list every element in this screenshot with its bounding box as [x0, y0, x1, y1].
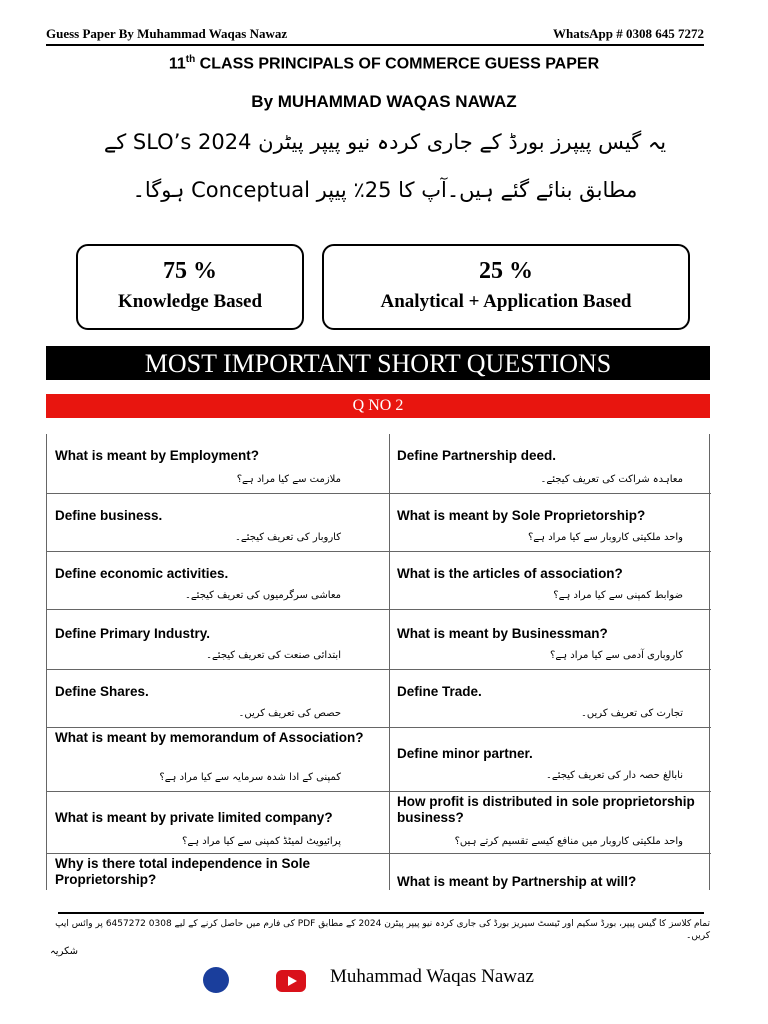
question-cell	[47, 670, 389, 727]
questions-table	[46, 434, 710, 890]
question-urdu: حصص کی تعریف کریں۔	[238, 708, 341, 719]
table-row	[47, 494, 711, 552]
question-english: Define minor partner.	[397, 746, 533, 761]
question-urdu: معاشی سرگرمیوں کی تعریف کیجئے۔	[184, 590, 341, 601]
question-english: Define Shares.	[55, 684, 149, 699]
question-english: Define economic activities.	[55, 566, 229, 581]
question-english: What is meant by Employment?	[55, 448, 260, 463]
question-cell	[389, 854, 731, 890]
question-urdu: تجارت کی تعریف کریں۔	[581, 708, 683, 719]
urdu-intro-line-1: یہ گیس پیپرز بورڈ کے جاری کردہ نیو پیپر پیٹرن 2024 SLO’s کے	[103, 130, 667, 154]
question-urdu: واحد ملکیتی کاروبار میں منافع کیسے تقسیم کرتے ہیں؟	[454, 836, 683, 847]
question-cell	[389, 610, 731, 669]
question-english: Define business.	[55, 508, 163, 523]
question-cell	[47, 434, 389, 493]
page-header	[46, 24, 704, 44]
question-urdu: ابتدائی صنعت کی تعریف کیجئے۔	[206, 650, 341, 661]
table-row	[47, 792, 711, 854]
question-urdu: کاروبار کی تعریف کیجئے۔	[235, 532, 341, 543]
table-row	[47, 610, 711, 670]
question-cell	[47, 494, 389, 551]
question-cell	[389, 552, 731, 609]
question-cell	[389, 728, 731, 791]
footer-thanks: شکریہ	[49, 946, 78, 957]
table-row	[47, 670, 711, 728]
knowledge-label: Knowledge Based	[117, 291, 263, 312]
header-author: Guess Paper By Muhammad Waqas Nawaz	[46, 26, 288, 41]
table-row	[47, 728, 711, 792]
paper-byline: By MUHAMMAD WAQAS NAWAZ	[251, 92, 517, 111]
question-cell	[47, 552, 389, 609]
header-whatsapp: WhatsApp # 0308 645 7272	[553, 26, 704, 41]
question-urdu: نابالغ حصہ دار کی تعریف کیجئے۔	[545, 770, 683, 781]
question-urdu: ضوابط کمپنی سے کیا مراد ہے؟	[553, 590, 683, 601]
facebook-icon	[203, 967, 229, 993]
question-english: Define Primary Industry.	[55, 626, 211, 641]
question-english: What is meant by memorandum of Association?	[55, 730, 364, 745]
title-ordinal-suffix: th	[185, 54, 196, 65]
footer-note: تمام کلاسز کا گیس پیپر، بورڈ سکیم اور ٹیسٹ سیریز بورڈ کی جاری کردہ نیو پیپر پیٹرن 2024 کے مطابق PDF کی فارم میں حاصل کرنے کے لیے 0308 6457272 پر وائس ایپ کریں۔	[55, 919, 710, 941]
question-english: Define Partnership deed.	[397, 448, 557, 463]
analytical-percent: 25 %	[479, 258, 533, 284]
question-urdu: کاروباری آدمی سے کیا مراد ہے؟	[550, 650, 683, 661]
analytical-label: Analytical + Application Based	[380, 291, 632, 312]
question-english: How profit is distributed in sole proprietorship business?	[397, 794, 695, 825]
question-english: What is meant by Partnership at will?	[397, 874, 637, 889]
question-cell	[47, 854, 389, 890]
question-english: Define Trade.	[397, 684, 482, 699]
question-urdu: پرائیویٹ لمیٹڈ کمپنی سے کیا مراد ہے؟	[182, 836, 341, 847]
question-cell	[389, 670, 731, 727]
paper-title	[0, 54, 768, 73]
footer-author: Muhammad Waqas Nawaz	[330, 966, 534, 987]
question-cell	[47, 728, 389, 791]
question-english: What is meant by Businessman?	[397, 626, 608, 641]
footer-divider	[58, 912, 704, 914]
question-english: What is meant by private limited company?	[55, 810, 333, 825]
table-row	[47, 854, 711, 890]
question-number-bar: Q NO 2	[46, 394, 710, 418]
question-urdu: معاہدہ شراکت کی تعریف کیجئے۔	[540, 474, 683, 485]
title-ordinal: 11	[168, 55, 186, 73]
table-row	[47, 552, 711, 610]
knowledge-percent: 75 %	[163, 258, 217, 284]
question-english: What is the articles of association?	[397, 566, 623, 581]
question-urdu: ملازمت سے کیا مراد ہے؟	[236, 474, 341, 485]
title-text: CLASS PRINCIPALS OF COMMERCE GUESS PAPER	[195, 55, 600, 73]
question-english: Why is there total independence in Sole Proprietorship?	[55, 856, 311, 887]
question-urdu: واحد ملکیتی کاروبار سے کیا مراد ہے؟	[528, 532, 683, 543]
question-english: What is meant by Sole Proprietorship?	[397, 508, 646, 523]
table-row	[47, 434, 711, 494]
urdu-intro-line-2: مطابق بنائے گئے ہیں۔آپ کا 25٪ پیپر Conceptual ہوگا۔	[132, 178, 638, 202]
header-divider	[46, 44, 704, 46]
question-cell	[47, 610, 389, 669]
question-cell	[389, 792, 731, 853]
youtube-icon	[276, 970, 306, 992]
knowledge-box	[76, 244, 304, 330]
question-cell	[389, 434, 731, 493]
question-cell	[47, 792, 389, 853]
question-cell	[389, 494, 731, 551]
section-banner: MOST IMPORTANT SHORT QUESTIONS	[46, 346, 710, 380]
question-urdu: کمپنی کے ادا شدہ سرمایہ سے کیا مراد ہے؟	[159, 772, 341, 783]
analytical-box	[322, 244, 690, 330]
